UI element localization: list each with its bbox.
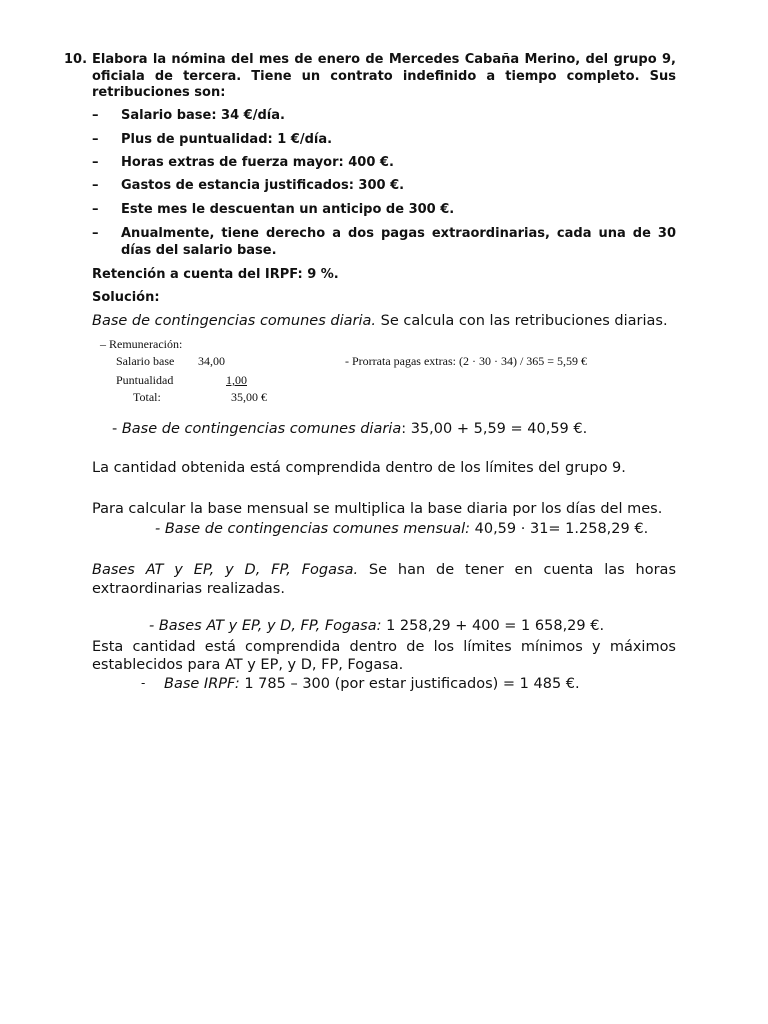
base-irpf-result — [164, 676, 580, 692]
bcc-daily-calc: : 35,00 + 5,59 = 40,59 €. — [401, 421, 588, 437]
prorrata-formula: - Prorrata pagas extras: (2 · 30 · 34) / 365 = 5,59 € — [345, 354, 588, 368]
bcc-monthly-title: - Base de contingencias comunes mensual: — [155, 521, 471, 537]
within-limits-text: La cantidad obtenida está comprendida dentro de los límites del grupo 9. — [92, 460, 626, 476]
list-item: Gastos de estancia justificados: 300 €. — [121, 178, 405, 193]
solution-label: Solución: — [92, 290, 160, 305]
total-value: 35,00 € — [231, 390, 267, 404]
bcc-daily-result — [112, 421, 587, 437]
bases-at-title: Bases AT y EP, y D, FP, Fogasa. — [92, 562, 359, 578]
list-item: Salario base: 34 €/día. — [121, 108, 285, 123]
irpf-retention: Retención a cuenta del IRPF: 9 %. — [92, 267, 339, 282]
list-item: Este mes le descuentan un anticipo de 300 €. — [121, 202, 455, 217]
bcc-monthly-result — [155, 521, 648, 537]
bases-at-limits-text: Esta cantidad está comprendida dentro de los límites mínimos y máximos establecidos para AT y EP, y D, FP, Fogasa. — [92, 639, 676, 673]
bcc-intro — [92, 313, 668, 329]
puntualidad-label: Puntualidad — [116, 373, 174, 387]
salario-base-value: 34,00 — [198, 354, 225, 368]
list-item: Anualmente, tiene derecho a dos pagas extraordinarias, cada una de 30 días del salario base. — [121, 226, 676, 258]
bases-at-text: Se han de tener en cuenta las horas extraordinarias realizadas. — [92, 562, 676, 597]
list-dash: – — [92, 178, 99, 193]
bcc-daily-title: Base de contingencias comunes diaria — [121, 421, 402, 437]
list-dash: – — [92, 202, 99, 217]
base-irpf-calc: 1 785 – 300 (por estar justificados) = 1 485 €. — [239, 676, 580, 692]
bases-at-calc: 1 258,29 + 400 = 1 658,29 €. — [381, 618, 605, 634]
irpf-dash: - — [141, 676, 146, 690]
bases-at-calc-title: - Bases AT y EP, y D, FP, Fogasa: — [149, 618, 382, 634]
list-dash: – — [92, 132, 99, 147]
salario-base-label: Salario base — [116, 354, 175, 368]
exercise-statement: Elabora la nómina del mes de enero de Mercedes Cabaña Merino, del grupo 9, oficiala de tercera. Tiene un contrato indefinido a tiempo completo. Sus retribuciones son: — [92, 52, 676, 100]
base-irpf-title: Base IRPF: — [164, 676, 240, 692]
list-dash: – — [92, 226, 99, 241]
remuneration-heading: – Remuneración: — [100, 337, 183, 351]
bcc-intro-title: Base de contingencias comunes diaria. — [92, 313, 376, 329]
bcc-daily-dash: - — [112, 421, 122, 437]
list-item: Plus de puntualidad: 1 €/día. — [121, 132, 333, 147]
bcc-monthly-calc: 40,59 · 31= 1.258,29 €. — [470, 521, 649, 537]
list-dash: – — [92, 155, 99, 170]
bcc-intro-text: Se calcula con las retribuciones diarias. — [376, 313, 668, 329]
list-item: Horas extras de fuerza mayor: 400 €. — [121, 155, 394, 170]
monthly-intro-text: Para calcular la base mensual se multiplica la base diaria por los días del mes. — [92, 501, 663, 517]
bases-at-result — [149, 618, 604, 634]
exercise-number: 10. — [64, 52, 88, 67]
total-label: Total: — [133, 390, 161, 404]
puntualidad-value: 1,00 — [226, 373, 247, 387]
bases-at-intro — [92, 561, 676, 599]
list-dash: – — [92, 108, 99, 123]
